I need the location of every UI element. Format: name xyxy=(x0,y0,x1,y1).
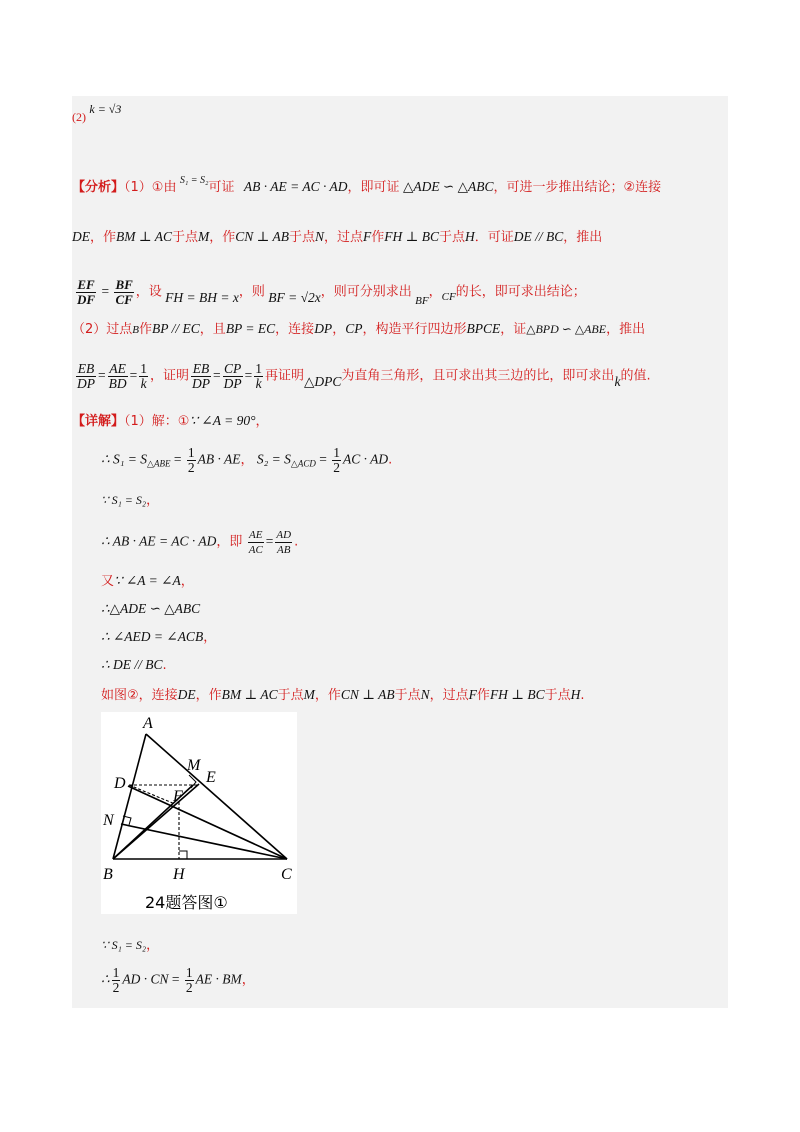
analysis-text: ，且 xyxy=(199,322,226,337)
detail-line-3 xyxy=(101,491,159,510)
analysis-text: ，过点 xyxy=(324,230,364,245)
analysis-text: （2）过点 xyxy=(72,322,133,337)
frac-den: 2 xyxy=(112,980,120,995)
fraction-eb-dp xyxy=(76,362,96,391)
frac-num: AE xyxy=(109,361,126,376)
detail-text: 又 xyxy=(101,574,115,589)
math-ad-cn: AD · CN xyxy=(122,971,169,987)
math-eq: AB · AE = AC · AD xyxy=(243,179,348,194)
analysis-text: ，推出 xyxy=(563,230,603,245)
fraction-half xyxy=(112,966,121,995)
fraction-ae-ac xyxy=(248,528,264,557)
part2-number: (2) xyxy=(72,110,86,124)
math-fh: FH ⊥ BC xyxy=(384,229,439,244)
fraction-cp-dp xyxy=(223,362,243,391)
detail-line-1 xyxy=(72,412,269,431)
part2-answer xyxy=(72,100,122,124)
fraction-ad-ab xyxy=(275,528,292,557)
analysis-text: （1）①由 xyxy=(124,180,177,195)
math-ac-ad: AC · AD xyxy=(342,451,389,467)
detail-text: 如图②，连接 xyxy=(101,688,178,703)
detail-line-4: ∴ AB · AE = AC · AD，即 $\frac{AE}{AC}$ = $\frac{AD}{AB}$ . xyxy=(101,529,299,556)
math-cp: CP xyxy=(345,321,363,336)
math-bm: BM ⊥ AC xyxy=(221,687,278,702)
math-sim: △ADE ∽ △ABC xyxy=(402,179,494,194)
math-h: H xyxy=(570,687,581,702)
detail-line-8 xyxy=(101,656,167,675)
figure-caption: 24题答图① xyxy=(145,893,228,912)
detail-text: ， xyxy=(255,414,269,429)
frac-den: BD xyxy=(108,376,127,391)
line-df-dashed xyxy=(129,785,175,804)
detail-text: 于点 xyxy=(394,688,421,703)
frac-den: DP xyxy=(192,376,211,391)
frac-num: EB xyxy=(192,361,210,376)
analysis-text: ，证 xyxy=(500,322,527,337)
analysis-text: 可证 xyxy=(208,180,235,195)
frac-num: 1 xyxy=(333,445,340,460)
fraction-1-k xyxy=(139,362,148,391)
detail-text: 于点 xyxy=(277,688,304,703)
analysis-text: ．可证 xyxy=(474,230,514,245)
detail-line-5 xyxy=(101,572,194,591)
frac-num: 1 xyxy=(112,965,120,980)
math-de: DE xyxy=(72,229,90,244)
math-angle-eq: ∵ ∠A = ∠A xyxy=(114,573,181,588)
detail-text: . xyxy=(580,688,585,703)
label-e: E xyxy=(206,769,216,786)
math-parallel: ∴ DE // BC xyxy=(101,657,163,672)
label-f: F xyxy=(173,788,183,805)
detail-text: ，过点 xyxy=(429,688,469,703)
detail-text: ， xyxy=(203,630,217,645)
label-d: D xyxy=(114,775,126,792)
math-k: k xyxy=(614,373,621,389)
frac-num: EB xyxy=(77,361,95,376)
detail-text: ， xyxy=(240,452,254,468)
math-ab-ae-eq: ∴ AB · AE = AC · AD xyxy=(101,533,217,549)
math-de: DE xyxy=(177,687,196,702)
analysis-text: ，作 xyxy=(90,230,117,245)
math-f: F xyxy=(468,687,477,702)
math-therefore: ∴ xyxy=(101,971,110,987)
analysis-line-4: （2）过点B作BP // EC，且BP = EC，连接DP，CP，构造平行四边形BPCE，证△BPD ∽ △ABE，推出 xyxy=(72,321,646,337)
math-bm: BM ⊥ AC xyxy=(116,229,172,244)
math-s1-eq: ∴ S₁ = S xyxy=(101,451,148,467)
detail-text: . xyxy=(162,658,167,673)
detail-text: ，作 xyxy=(195,688,222,703)
frac-num: EF xyxy=(77,277,95,292)
analysis-text: ，可进一步推出结论；②连接 xyxy=(493,180,662,195)
analysis-line-3: $\frac{EF}{DF}$ = $\frac{BF}{CF}$ ，设 FH = BH = x，则 BF = √2x，则可分别求出 $_{BF}$，$_{CF}$的长，即可求出结论； xyxy=(77,277,586,307)
analysis-text: ，连接 xyxy=(275,322,315,337)
math-f: F xyxy=(363,229,372,244)
math-sim-bpd-abe: △BPD ∽ △ABE xyxy=(526,322,607,336)
detail-text: ， xyxy=(146,938,160,953)
detail-line-11: ∴ $\frac{1}{2}$ AD · CN = $\frac{1}{2}$ AE · BM， xyxy=(101,965,255,995)
condition-s1-s2: S₁ = S₂ xyxy=(179,175,209,186)
analysis-text: 的长，即可求出结论； xyxy=(455,284,586,300)
analysis-text: ，即可证 xyxy=(347,180,400,195)
part2-k-value: k = √3 xyxy=(89,102,122,116)
math-n: N xyxy=(314,229,324,244)
detail-text: ，作 xyxy=(314,688,341,703)
geometry-figure xyxy=(101,712,297,914)
analysis-text: 于点 xyxy=(171,230,198,245)
math-bp-eq-ec: BP = EC xyxy=(225,321,276,336)
frac-den: AC xyxy=(248,544,263,556)
detail-tag: 【详解】 xyxy=(72,414,125,429)
detail-text: 于点 xyxy=(544,688,571,703)
analysis-text: ，设 xyxy=(135,284,162,300)
math-h: H xyxy=(465,229,475,244)
math-angle-aed: ∴ ∠AED = ∠ACB xyxy=(101,629,204,644)
label-m: M xyxy=(187,757,201,774)
frac-num: BF xyxy=(115,277,133,292)
frac-den: DF xyxy=(77,292,96,307)
frac-den: AB xyxy=(277,544,291,556)
frac-den: 2 xyxy=(185,980,193,995)
fraction-eb-dp-2 xyxy=(191,362,211,391)
detail-line-6 xyxy=(101,600,200,618)
analysis-text: 作 xyxy=(371,230,385,245)
math-s1-s2-again: ∵ S₁ = S₂ xyxy=(101,938,147,952)
side-ab xyxy=(113,734,146,859)
frac-den: 2 xyxy=(187,460,195,475)
math-sub-acd: △ACD xyxy=(290,458,316,469)
frac-num: 1 xyxy=(255,361,263,376)
math-bp: BP // EC xyxy=(152,321,200,336)
analysis-line-2 xyxy=(72,228,602,247)
analysis-line-1 xyxy=(72,175,662,198)
detail-line-9 xyxy=(101,686,585,705)
math-ab-ae: AB · AE xyxy=(197,451,241,467)
math-cn: CN ⊥ AB xyxy=(235,229,289,244)
math-cn: CN ⊥ AB xyxy=(340,687,395,702)
analysis-line-5: $\frac{EB}{DP}$ = $\frac{AE}{BD}$ = $\frac{1}{k}$ ，证明 $\frac{EB}{DP}$ = $\frac{CP}{DP}$ = $\frac{1}{k}$ 再证明△DPC为直角三角形，且可求出其三边的比，即可求出k的值. xyxy=(77,361,651,391)
frac-num: AE xyxy=(249,529,263,541)
math-cf: CF xyxy=(441,290,456,303)
math-dp: DP xyxy=(314,321,333,336)
math-b: B xyxy=(132,324,140,336)
frac-den: k xyxy=(140,376,147,391)
detail-text: ， xyxy=(241,972,255,988)
label-b: B xyxy=(103,866,113,883)
analysis-text: 于点 xyxy=(288,230,315,245)
label-h: H xyxy=(173,866,185,883)
frac-num: CP xyxy=(224,361,242,376)
side-ac xyxy=(146,734,287,859)
right-angle-h xyxy=(179,851,187,859)
analysis-tag: 【分析】 xyxy=(72,180,125,195)
frac-num: 1 xyxy=(185,965,193,980)
fraction-ef-df xyxy=(76,278,96,307)
detail-text: ，即 xyxy=(216,534,243,550)
analysis-text: 作 xyxy=(139,322,153,337)
math-n: N xyxy=(420,687,430,702)
math-bpce: BPCE xyxy=(466,321,501,336)
math-m: M xyxy=(197,229,210,244)
detail-text: 作 xyxy=(476,688,490,703)
detail-text: ， xyxy=(180,574,194,589)
detail-text: . xyxy=(294,534,299,550)
label-a: A xyxy=(143,715,153,732)
analysis-text: ，证明 xyxy=(150,368,190,384)
analysis-text: ，则可分别求出 xyxy=(320,284,412,300)
analysis-text: ，则 xyxy=(238,284,265,300)
analysis-text: ，构造平行四边形 xyxy=(362,322,467,337)
frac-den: DP xyxy=(77,376,95,391)
frac-den: k xyxy=(255,376,262,391)
label-n: N xyxy=(103,812,114,829)
fraction-1-k-2 xyxy=(254,362,263,391)
frac-den: CF xyxy=(115,292,133,307)
math-fh: FH ⊥ BC xyxy=(489,687,545,702)
frac-num: 1 xyxy=(140,361,147,376)
triangle-diagram xyxy=(101,712,297,914)
math-ae-bm: AE · BM xyxy=(195,971,242,987)
label-c: C xyxy=(281,866,292,883)
math-m: M xyxy=(303,687,315,702)
math-set: FH = BH = x xyxy=(165,289,239,305)
detail-line-2: ∴ $S_1 = S_{\triangle ABE}$ = $\frac{1}{2}$ AB · AE， $S_2 = S_{\triangle ACD}$ = $\frac{1}{2}$ AC · AD. xyxy=(101,445,393,475)
detail-line-10 xyxy=(101,936,159,955)
fraction-ae-bd xyxy=(108,362,128,391)
detail-line-7 xyxy=(101,628,216,647)
fraction-half xyxy=(185,966,194,995)
math-s1-s2: ∵ S₁ = S₂ xyxy=(101,493,147,507)
analysis-text: 的值. xyxy=(620,368,651,384)
frac-den: DP xyxy=(223,376,242,391)
math-angle-a: ∵ ∠A = 90° xyxy=(189,413,256,428)
frac-num: AD xyxy=(276,529,292,541)
analysis-text: 于点 xyxy=(438,230,465,245)
math-similar: ∴△ADE ∽ △ABC xyxy=(101,601,201,616)
analysis-text: 再证明 xyxy=(265,368,305,384)
analysis-text: ，作 xyxy=(209,230,236,245)
math-tri-dpc: △DPC xyxy=(304,373,342,389)
math-bf-value: BF = √2x xyxy=(268,289,321,305)
detail-text: （1）解：① xyxy=(124,414,190,429)
detail-text: . xyxy=(388,452,393,468)
fraction-half xyxy=(187,446,196,475)
frac-num: 1 xyxy=(187,445,195,460)
math-bf: BF xyxy=(415,294,429,307)
analysis-text: ，推出 xyxy=(606,322,646,337)
fraction-half xyxy=(332,446,341,475)
analysis-text: 为直角三角形，且可求出其三边的比，即可求出 xyxy=(341,368,615,384)
fraction-bf-cf xyxy=(114,278,133,307)
math-de-parallel-bc: DE // BC xyxy=(513,229,564,244)
detail-text: ， xyxy=(146,493,160,508)
math-s2-eq: S₂ = S xyxy=(256,451,291,467)
frac-den: 2 xyxy=(333,460,340,475)
math-sub-abe: △ABE xyxy=(147,458,171,469)
